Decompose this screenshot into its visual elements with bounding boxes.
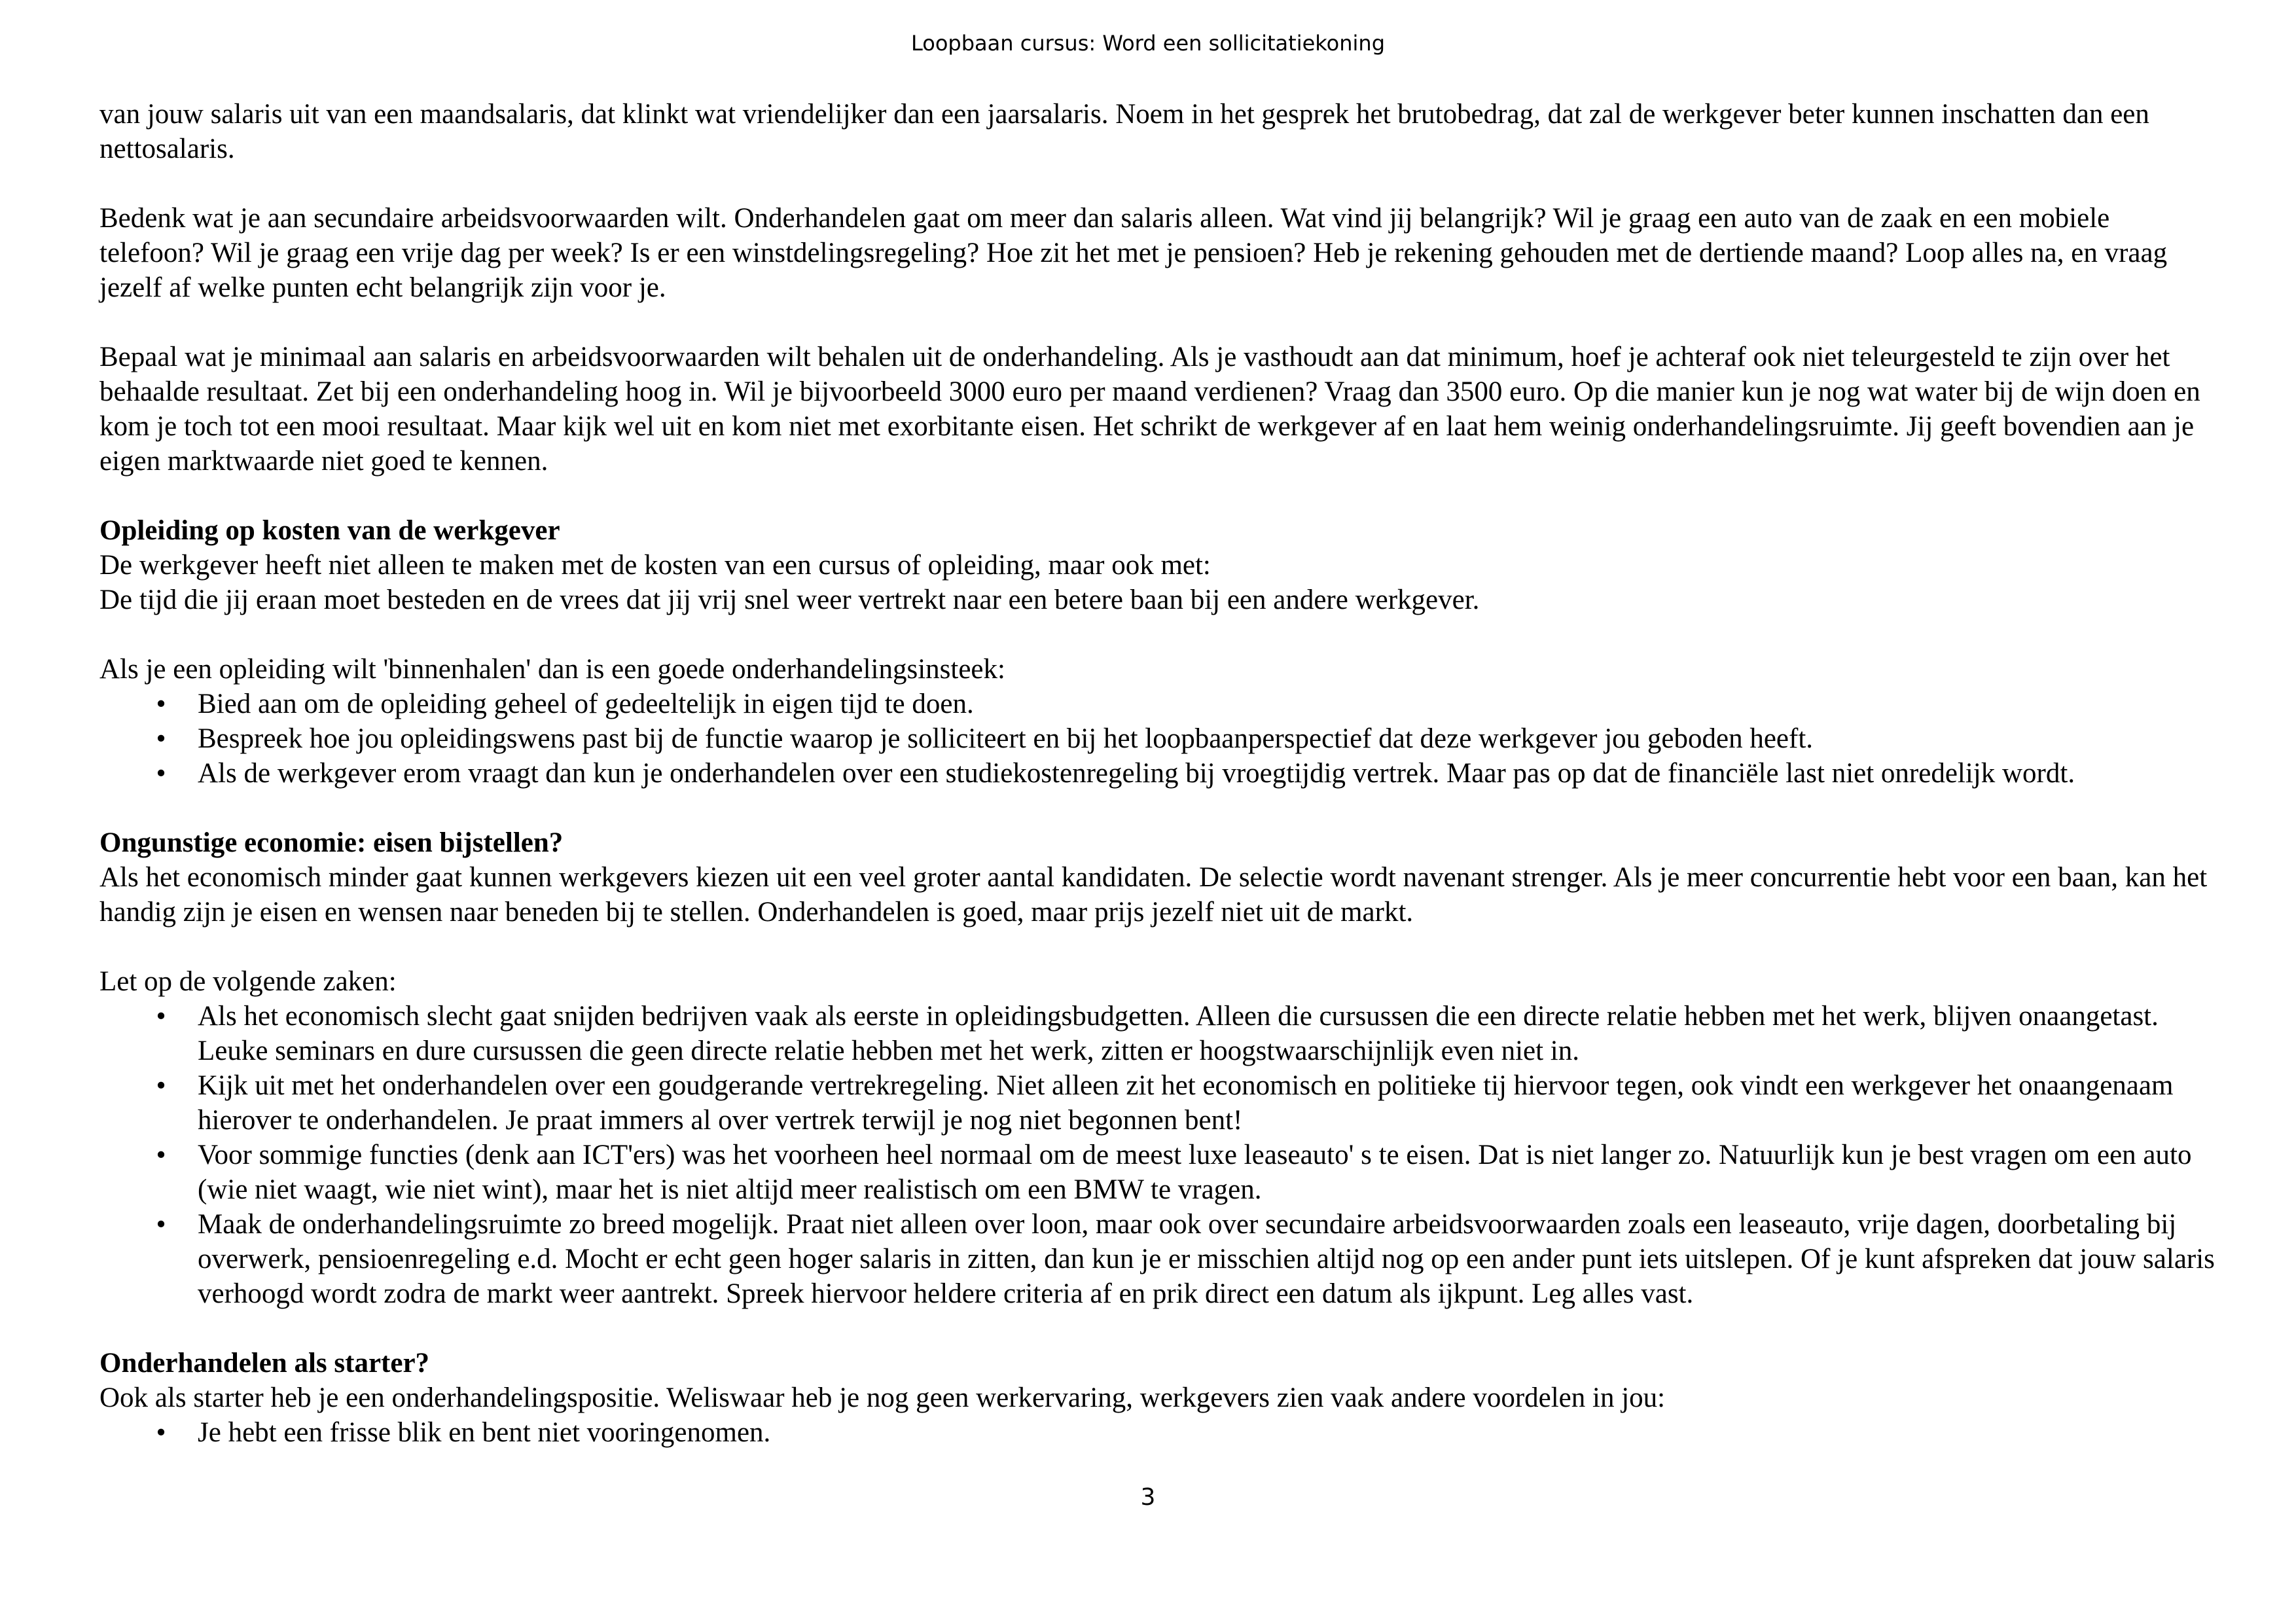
section-starter (99, 1346, 2220, 1450)
paragraph-minimum: Bepaal wat je minimaal aan salaris en arbeidsvoorwaarden wilt behalen uit de onderhandeling. Als je vasthoudt aan dat minimum, hoef je achteraf ook niet teleurgesteld te zijn over het behaalde resultaat. Zet bij een onderhandeling hoog in. Wil je bijvoorbeeld 3000 euro per maand verdienen? Vraag dan 3500 euro. Op die manier kun je nog wat water bij de wijn doen en kom je toch tot een mooi resultaat. Maar kijk wel uit en kom niet met exorbitante eisen. Het schrikt de werkgever af en laat hem weinig onderhandelingsruimte. Jij geeft bovendien aan je eigen marktwaarde niet goed te kennen. (99, 342, 2200, 477)
bullet-icon: • (156, 1417, 166, 1448)
paragraph-opleiding-line2: De tijd die jij eraan moet besteden en de vrees dat jij vrij snel weer vertrekt naar een betere baan bij een andere werkgever. (99, 585, 1480, 615)
list-item (99, 999, 2220, 1068)
paragraph-opleiding-intro: Als je een opleiding wilt 'binnenhalen' dan is een goede onderhandelingsinsteek: (99, 654, 1005, 685)
paragraph-economie: Als het economisch minder gaat kunnen werkgevers kiezen uit een veel groter aantal kandidaten. De selectie wordt navenant strenger. Als je meer concurrentie hebt voor een baan, kan het handig zijn je eisen en wensen naar beneden bij te stellen. Onderhandelen is goed, maar prijs jezelf niet uit de markt. (99, 862, 2208, 928)
paragraph-opleiding-line1: De werkgever heeft niet alleen te maken met de kosten van een cursus of opleiding, maar ook met: (99, 550, 1211, 581)
list-item-text: Je hebt een frisse blik en bent niet vooringenomen. (198, 1417, 771, 1448)
list-item (99, 1207, 2220, 1311)
list-item-text: Bied aan om de opleiding geheel of gedeeltelijk in eigen tijd te doen. (198, 689, 974, 719)
bullet-icon: • (156, 723, 166, 754)
list-item (99, 756, 2220, 791)
paragraph-salary: van jouw salaris uit van een maandsalaris, dat klinkt wat vriendelijker dan een jaarsalaris. Noem in het gesprek het brutobedrag, dat zal de werkgever beter kunnen inschatten dan een nettosalaris. (99, 99, 2149, 164)
bullet-icon: • (156, 758, 166, 789)
section-opleiding (99, 513, 2220, 791)
bullet-icon: • (156, 689, 166, 719)
document-body (99, 97, 2220, 1450)
list-item (99, 1068, 2220, 1138)
list-item-text: Bespreek hoe jou opleidingswens past bij de functie waarop je solliciteert en bij het loopbaanperspectief dat deze werkgever jou geboden heeft. (198, 723, 1814, 754)
paragraph-economie-intro: Let op de volgende zaken: (99, 966, 397, 997)
bullet-list-opleiding (99, 687, 2220, 791)
paragraph-starter: Ook als starter heb je een onderhandelingspositie. Weliswaar heb je nog geen werkervaring, werkgevers zien vaak andere voordelen in jou: (99, 1382, 1666, 1413)
bullet-icon: • (156, 1001, 166, 1032)
list-item-text: Als het economisch slecht gaat snijden bedrijven vaak als eerste in opleidingsbudgetten. Alleen die cursussen die een directe relatie hebben met het werk, blijven onaangetast. Leuke seminars en dure cursussen die geen directe relatie hebben met het werk, zitten er hoogstwaarschijnlijk even niet in. (198, 1001, 2159, 1066)
section-heading-opleiding: Opleiding op kosten van de werkgever (99, 515, 560, 546)
bullet-list-starter (99, 1415, 2220, 1450)
list-item (99, 1415, 2220, 1450)
page-header: Loopbaan cursus: Word een sollicitatiekoning (911, 31, 1385, 56)
bullet-icon: • (156, 1070, 166, 1101)
section-economie (99, 825, 2220, 1311)
bullet-icon: • (156, 1209, 166, 1240)
list-item-text: Voor sommige functies (denk aan ICT'ers) was het voorheen heel normaal om de meest luxe leaseauto' s te eisen. Dat is niet langer zo. Natuurlijk kun je best vragen om een auto (wie niet waagt, wie niet wint), maar het is niet altijd meer realistisch om een BMW te vragen. (198, 1140, 2192, 1205)
paragraph-secondary-conditions: Bedenk wat je aan secundaire arbeidsvoorwaarden wilt. Onderhandelen gaat om meer dan salaris alleen. Wat vind jij belangrijk? Wil je graag een auto van de zaak en een mobiele telefoon? Wil je graag een vrije dag per week? Is er een winstdelingsregeling? Hoe zit het met je pensioen? Heb je rekening gehouden met de dertiende maand? Loop alles na, en vraag jezelf af welke punten echt belangrijk zijn voor je. (99, 203, 2168, 303)
section-heading-starter: Onderhandelen als starter? (99, 1348, 430, 1379)
page-number: 3 (1140, 1484, 1156, 1511)
bullet-icon: • (156, 1140, 166, 1170)
bullet-list-economie (99, 999, 2220, 1311)
section-heading-economie: Ongunstige economie: eisen bijstellen? (99, 827, 564, 858)
list-item (99, 1138, 2220, 1207)
list-item-text: Maak de onderhandelingsruimte zo breed mogelijk. Praat niet alleen over loon, maar ook over secundaire arbeidsvoorwaarden zoals een leaseauto, vrije dagen, doorbetaling bij overwerk, pensioenregeling e.d. Mocht er echt geen hoger salaris in zitten, dan kun je er misschien altijd nog op een ander punt iets uitslepen. Of je kunt afspreken dat jouw salaris verhoogd wordt zodra de markt weer aantrekt. Spreek hiervoor heldere criteria af en prik direct een datum als ijkpunt. Leg alles vast. (198, 1209, 2215, 1309)
list-item-text: Als de werkgever erom vraagt dan kun je onderhandelen over een studiekostenregeling bij vroegtijdig vertrek. Maar pas op dat de financiële last niet onredelijk wordt. (198, 758, 2075, 789)
list-item (99, 687, 2220, 721)
list-item-text: Kijk uit met het onderhandelen over een goudgerande vertrekregeling. Niet alleen zit het economisch en politieke tij hiervoor tegen, ook vindt een werkgever het onaangenaam hierover te onderhandelen. Je praat immers al over vertrek terwijl je nog niet begonnen bent! (198, 1070, 2174, 1136)
list-item (99, 721, 2220, 756)
